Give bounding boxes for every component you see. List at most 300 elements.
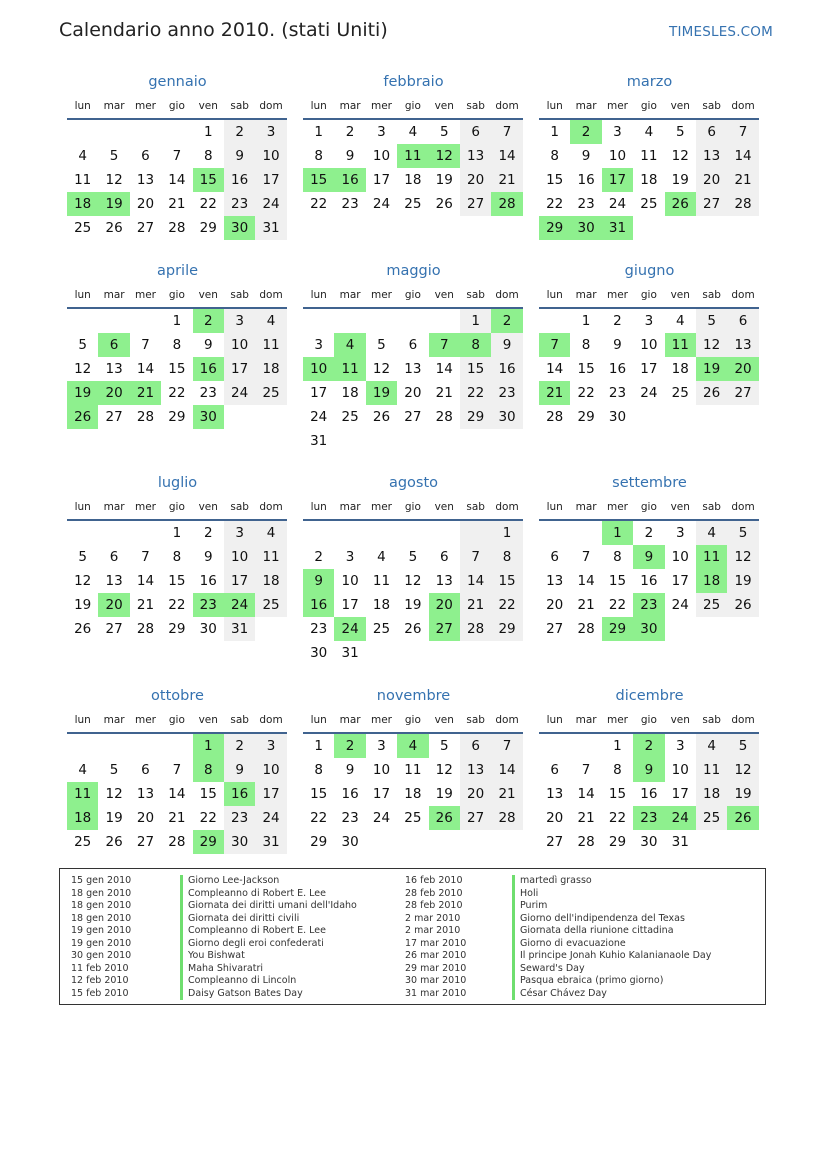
day-cell: 14 [727, 144, 758, 168]
day-cell: 30 [224, 216, 255, 240]
day-cell: 24 [334, 617, 365, 641]
empty-cell [460, 429, 491, 453]
weekday-header: mar [570, 708, 601, 734]
day-cell: 2 [613, 313, 622, 329]
day-cell: 30 [633, 617, 664, 641]
day-cell: 2 [633, 734, 664, 758]
day-cell: 2 [345, 124, 355, 140]
empty-cell [67, 734, 98, 758]
month-name: novembre [376, 688, 451, 704]
day-cell: 28 [491, 192, 522, 216]
day-cell: 28 [136, 621, 155, 637]
month-febbraio [303, 70, 524, 216]
day-cell: 4 [644, 124, 654, 140]
day-cell: 11 [67, 782, 98, 806]
empty-cell [98, 734, 129, 758]
day-cell: 16 [640, 786, 658, 802]
day-cell: 20 [546, 810, 564, 826]
day-cell: 4 [675, 313, 685, 329]
weekday-header: ven [429, 94, 460, 120]
day-cell: 1 [602, 521, 633, 545]
empty-cell [727, 830, 758, 854]
day-cell: 13 [136, 172, 155, 188]
day-cell: 18 [341, 385, 359, 401]
day-cell: 4 [696, 734, 727, 758]
day-cell: 30 [491, 405, 522, 429]
weekday-header: dom [255, 283, 286, 309]
weekday-header: gio [161, 94, 192, 120]
day-cell: 7 [141, 337, 150, 353]
day-cell: 24 [671, 597, 689, 613]
day-cell: 24 [372, 196, 391, 212]
day-cell: 9 [303, 569, 334, 593]
day-cell: 21 [168, 196, 186, 212]
day-cell: 10 [224, 545, 255, 569]
empty-cell [366, 429, 397, 453]
day-cell: 22 [577, 385, 595, 401]
day-cell: 23 [224, 192, 255, 216]
day-cell: 7 [172, 148, 182, 164]
weekday-header: sab [696, 708, 727, 734]
weekday-header: dom [491, 495, 522, 521]
day-cell: 2 [570, 120, 601, 144]
weekday-header: gio [633, 495, 664, 521]
day-cell: 19 [67, 381, 98, 405]
empty-cell [366, 641, 397, 665]
day-cell: 6 [550, 549, 559, 565]
month-aprile [67, 259, 288, 429]
day-cell: 9 [633, 545, 664, 569]
day-cell: 2 [224, 120, 255, 144]
weekday-header: gio [633, 94, 664, 120]
day-cell: 12 [105, 172, 123, 188]
day-cell: 22 [460, 381, 491, 405]
day-cell: 4 [408, 124, 418, 140]
day-cell: 27 [136, 220, 155, 236]
day-cell: 4 [78, 762, 87, 778]
weekday-header: sab [224, 94, 255, 120]
weekday-header: gio [397, 283, 428, 309]
weekday-header: mer [366, 495, 397, 521]
weekday-header: lun [303, 495, 334, 521]
day-cell: 12 [404, 573, 422, 589]
day-cell: 5 [109, 148, 119, 164]
day-cell: 8 [314, 148, 323, 164]
empty-cell [727, 216, 758, 240]
weekday-header: lun [303, 94, 334, 120]
day-cell: 16 [199, 573, 217, 589]
legend-holiday-name: Giorno degli eroi confederati [180, 938, 324, 951]
empty-cell [334, 521, 365, 545]
day-cell: 12 [727, 758, 758, 782]
day-cell: 12 [429, 144, 460, 168]
month-dicembre [539, 684, 760, 854]
day-cell: 26 [74, 621, 92, 637]
day-cell: 18 [372, 597, 391, 613]
day-cell: 10 [640, 337, 658, 353]
month-grid [303, 94, 523, 216]
legend-holiday-name: Giorno di evacuazione [512, 938, 626, 951]
day-cell: 31 [602, 216, 633, 240]
day-cell: 13 [727, 333, 758, 357]
legend-holiday-name: César Chávez Day [512, 988, 607, 1001]
weekday-header: lun [67, 94, 98, 120]
day-cell: 28 [491, 806, 522, 830]
day-cell: 29 [199, 220, 217, 236]
day-cell: 18 [404, 172, 422, 188]
month-grid [67, 708, 287, 854]
legend-date: 29 mar 2010 [405, 962, 467, 974]
weekday-header: mar [98, 708, 129, 734]
empty-cell [727, 405, 758, 429]
legend-date: 30 gen 2010 [71, 950, 132, 961]
empty-cell [366, 830, 397, 854]
day-cell: 25 [696, 806, 727, 830]
weekday-header: mar [570, 94, 601, 120]
day-cell: 8 [193, 758, 224, 782]
month-grid [303, 283, 523, 453]
day-cell: 25 [696, 593, 727, 617]
day-cell: 25 [255, 593, 286, 617]
day-cell: 18 [696, 569, 727, 593]
weekday-header: lun [539, 495, 570, 521]
day-cell: 11 [696, 545, 727, 569]
empty-cell [539, 521, 570, 545]
legend-holiday-name: Giorno Lee-Jackson [180, 875, 279, 888]
legend-date: 12 feb 2010 [71, 975, 129, 986]
day-cell: 10 [341, 573, 359, 589]
weekday-header: gio [161, 495, 192, 521]
empty-cell [429, 309, 460, 333]
day-cell: 28 [727, 192, 758, 216]
weekday-header: dom [491, 708, 522, 734]
empty-cell [460, 641, 491, 665]
weekday-header: lun [539, 708, 570, 734]
day-cell: 13 [105, 361, 123, 377]
month-name: agosto [388, 475, 439, 491]
weekday-header: mer [602, 283, 633, 309]
day-cell: 24 [310, 409, 328, 425]
day-cell: 10 [255, 758, 286, 782]
empty-cell [67, 309, 98, 333]
day-cell: 10 [255, 144, 286, 168]
day-cell: 15 [193, 168, 224, 192]
day-cell: 10 [372, 762, 391, 778]
month-name: dicembre [615, 688, 684, 704]
day-cell: 5 [78, 549, 87, 565]
day-cell: 15 [608, 786, 627, 802]
day-cell: 1 [491, 521, 522, 545]
legend-date: 11 feb 2010 [71, 962, 129, 974]
day-cell: 28 [460, 617, 491, 641]
month-name: ottobre [151, 688, 204, 704]
day-cell: 20 [460, 782, 491, 806]
weekday-header: lun [67, 708, 98, 734]
day-cell: 19 [98, 192, 129, 216]
day-cell: 5 [439, 124, 449, 140]
day-cell: 1 [550, 124, 559, 140]
day-cell: 27 [727, 381, 758, 405]
day-cell: 31 [341, 645, 359, 661]
day-cell: 3 [224, 521, 255, 545]
month-name: settembre [612, 475, 687, 491]
day-cell: 19 [727, 782, 758, 806]
day-cell: 18 [67, 192, 98, 216]
empty-cell [67, 120, 98, 144]
weekday-header: sab [460, 94, 491, 120]
day-cell: 22 [310, 810, 328, 826]
month-ottobre [67, 684, 288, 854]
empty-cell [98, 521, 129, 545]
empty-cell [98, 120, 129, 144]
month-settembre [539, 471, 760, 641]
day-cell: 29 [608, 834, 627, 850]
day-cell: 16 [341, 786, 359, 802]
day-cell: 27 [460, 192, 491, 216]
day-cell: 10 [224, 333, 255, 357]
empty-cell [696, 830, 727, 854]
day-cell: 15 [168, 573, 186, 589]
day-cell: 15 [546, 172, 564, 188]
month-grid [303, 495, 523, 665]
day-cell: 28 [168, 834, 186, 850]
weekday-header: lun [539, 283, 570, 309]
day-cell: 3 [377, 738, 386, 754]
day-cell: 6 [696, 120, 727, 144]
day-cell: 5 [439, 738, 449, 754]
day-cell: 6 [98, 333, 129, 357]
day-cell: 23 [199, 385, 217, 401]
empty-cell [334, 309, 365, 333]
weekday-header: mer [366, 94, 397, 120]
day-cell: 7 [429, 333, 460, 357]
weekday-header: dom [491, 94, 522, 120]
day-cell: 26 [67, 405, 98, 429]
day-cell: 26 [404, 621, 422, 637]
day-cell: 30 [193, 405, 224, 429]
day-cell: 29 [491, 617, 522, 641]
day-cell: 23 [193, 593, 224, 617]
day-cell: 3 [675, 525, 685, 541]
weekday-header: mar [334, 495, 365, 521]
day-cell: 24 [372, 810, 391, 826]
day-cell: 7 [581, 762, 591, 778]
day-cell: 18 [696, 782, 727, 806]
weekday-header: ven [193, 94, 224, 120]
day-cell: 21 [491, 168, 522, 192]
day-cell: 8 [172, 337, 182, 353]
day-cell: 27 [460, 806, 491, 830]
empty-cell [429, 641, 460, 665]
day-cell: 9 [203, 337, 213, 353]
day-cell: 1 [460, 309, 491, 333]
weekday-header: lun [303, 283, 334, 309]
weekday-header: sab [224, 495, 255, 521]
empty-cell [570, 734, 601, 758]
empty-cell [491, 830, 522, 854]
day-cell: 6 [141, 148, 150, 164]
day-cell: 23 [577, 196, 595, 212]
legend-holiday-name: Il principe Jonah Kuhio Kalanianaole Day [512, 950, 711, 963]
legend-date: 30 mar 2010 [405, 975, 467, 986]
weekday-header: sab [696, 495, 727, 521]
day-cell: 29 [168, 621, 186, 637]
weekday-header: sab [460, 495, 491, 521]
day-cell: 14 [577, 786, 595, 802]
day-cell: 6 [550, 762, 559, 778]
month-marzo [539, 70, 760, 240]
day-cell: 1 [613, 738, 622, 754]
day-cell: 19 [105, 810, 123, 826]
day-cell: 26 [696, 381, 727, 405]
month-name: maggio [386, 263, 441, 279]
legend-date: 2 mar 2010 [405, 925, 461, 936]
day-cell: 1 [172, 313, 182, 329]
day-cell: 11 [255, 333, 286, 357]
legend-holiday-name: Giornata dei diritti civili [180, 913, 299, 926]
legend-holiday-name: Holi [512, 888, 538, 901]
day-cell: 27 [546, 621, 564, 637]
day-cell: 26 [372, 409, 391, 425]
day-cell: 30 [608, 409, 627, 425]
day-cell: 22 [168, 385, 186, 401]
day-cell: 15 [168, 361, 186, 377]
day-cell: 31 [310, 433, 328, 449]
day-cell: 23 [633, 806, 664, 830]
day-cell: 19 [366, 381, 397, 405]
day-cell: 2 [491, 309, 522, 333]
day-cell: 22 [608, 810, 627, 826]
day-cell: 28 [546, 409, 564, 425]
day-cell: 18 [640, 172, 658, 188]
day-cell: 18 [404, 786, 422, 802]
legend-date: 15 gen 2010 [71, 875, 132, 886]
site-link[interactable]: TIMESLES.COM [669, 24, 773, 40]
day-cell: 6 [727, 309, 758, 333]
day-cell: 3 [345, 549, 355, 565]
day-cell: 9 [613, 337, 622, 353]
day-cell: 13 [404, 361, 422, 377]
day-cell: 3 [613, 124, 622, 140]
empty-cell [161, 734, 192, 758]
day-cell: 8 [460, 333, 491, 357]
day-cell: 21 [136, 597, 155, 613]
month-name: gennaio [148, 74, 207, 90]
day-cell: 3 [644, 313, 654, 329]
legend-date: 17 mar 2010 [405, 937, 467, 949]
legend-holiday-name: Giornata della riunione cittadina [512, 925, 674, 938]
day-cell: 17 [372, 172, 391, 188]
weekday-header: mer [130, 283, 161, 309]
day-cell: 29 [460, 405, 491, 429]
day-cell: 17 [310, 385, 328, 401]
day-cell: 22 [199, 196, 217, 212]
month-name: marzo [626, 74, 673, 90]
day-cell: 4 [397, 734, 428, 758]
legend-date: 31 mar 2010 [405, 987, 467, 999]
day-cell: 14 [491, 758, 522, 782]
day-cell: 1 [314, 738, 323, 754]
weekday-header: lun [67, 495, 98, 521]
weekday-header: ven [429, 495, 460, 521]
day-cell: 26 [429, 806, 460, 830]
day-cell: 20 [696, 168, 727, 192]
day-cell: 14 [168, 786, 186, 802]
weekday-header: gio [633, 283, 664, 309]
day-cell: 28 [577, 834, 595, 850]
day-cell: 13 [696, 144, 727, 168]
day-cell: 20 [98, 593, 129, 617]
legend-holiday-name: Compleanno di Lincoln [180, 975, 296, 988]
weekday-header: gio [161, 708, 192, 734]
legend-holiday-name: martedì grasso [512, 875, 592, 888]
legend-holiday-name: Giornata dei diritti umani dell'Idaho [180, 900, 357, 913]
empty-cell [539, 309, 570, 333]
day-cell: 2 [644, 525, 654, 541]
empty-cell [334, 429, 365, 453]
day-cell: 16 [577, 172, 595, 188]
empty-cell [491, 429, 522, 453]
month-grid [67, 283, 287, 429]
day-cell: 2 [334, 734, 365, 758]
day-cell: 4 [255, 309, 286, 333]
weekday-header: ven [665, 708, 696, 734]
day-cell: 6 [109, 549, 119, 565]
day-cell: 14 [577, 573, 595, 589]
day-cell: 21 [460, 593, 491, 617]
empty-cell [429, 830, 460, 854]
day-cell: 11 [74, 172, 92, 188]
day-cell: 25 [74, 220, 92, 236]
weekday-header: ven [193, 708, 224, 734]
day-cell: 15 [460, 357, 491, 381]
weekday-header: mer [366, 708, 397, 734]
day-cell: 4 [696, 521, 727, 545]
day-cell: 14 [168, 172, 186, 188]
weekday-header: mar [98, 283, 129, 309]
weekday-header: mer [130, 495, 161, 521]
day-cell: 27 [105, 409, 123, 425]
month-grid [539, 495, 759, 641]
empty-cell [429, 521, 460, 545]
month-name: aprile [156, 263, 199, 279]
day-cell: 19 [671, 172, 689, 188]
holiday-legend [59, 868, 766, 1005]
day-cell: 17 [224, 357, 255, 381]
day-cell: 26 [727, 593, 758, 617]
day-cell: 30 [310, 645, 328, 661]
day-cell: 15 [199, 786, 217, 802]
day-cell: 1 [314, 124, 323, 140]
day-cell: 27 [105, 621, 123, 637]
legend-holiday-name: Giorno dell'indipendenza del Texas [512, 913, 685, 926]
day-cell: 15 [608, 573, 627, 589]
day-cell: 29 [193, 830, 224, 854]
empty-cell [366, 309, 397, 333]
day-cell: 25 [671, 385, 689, 401]
day-cell: 22 [491, 593, 522, 617]
day-cell: 2 [224, 734, 255, 758]
empty-cell [303, 521, 334, 545]
day-cell: 25 [640, 196, 658, 212]
day-cell: 19 [435, 786, 453, 802]
weekday-header: mar [334, 283, 365, 309]
day-cell: 17 [255, 782, 286, 806]
weekday-header: lun [539, 94, 570, 120]
day-cell: 4 [334, 333, 365, 357]
day-cell: 11 [696, 758, 727, 782]
legend-holiday-name: Seward's Day [512, 963, 585, 976]
